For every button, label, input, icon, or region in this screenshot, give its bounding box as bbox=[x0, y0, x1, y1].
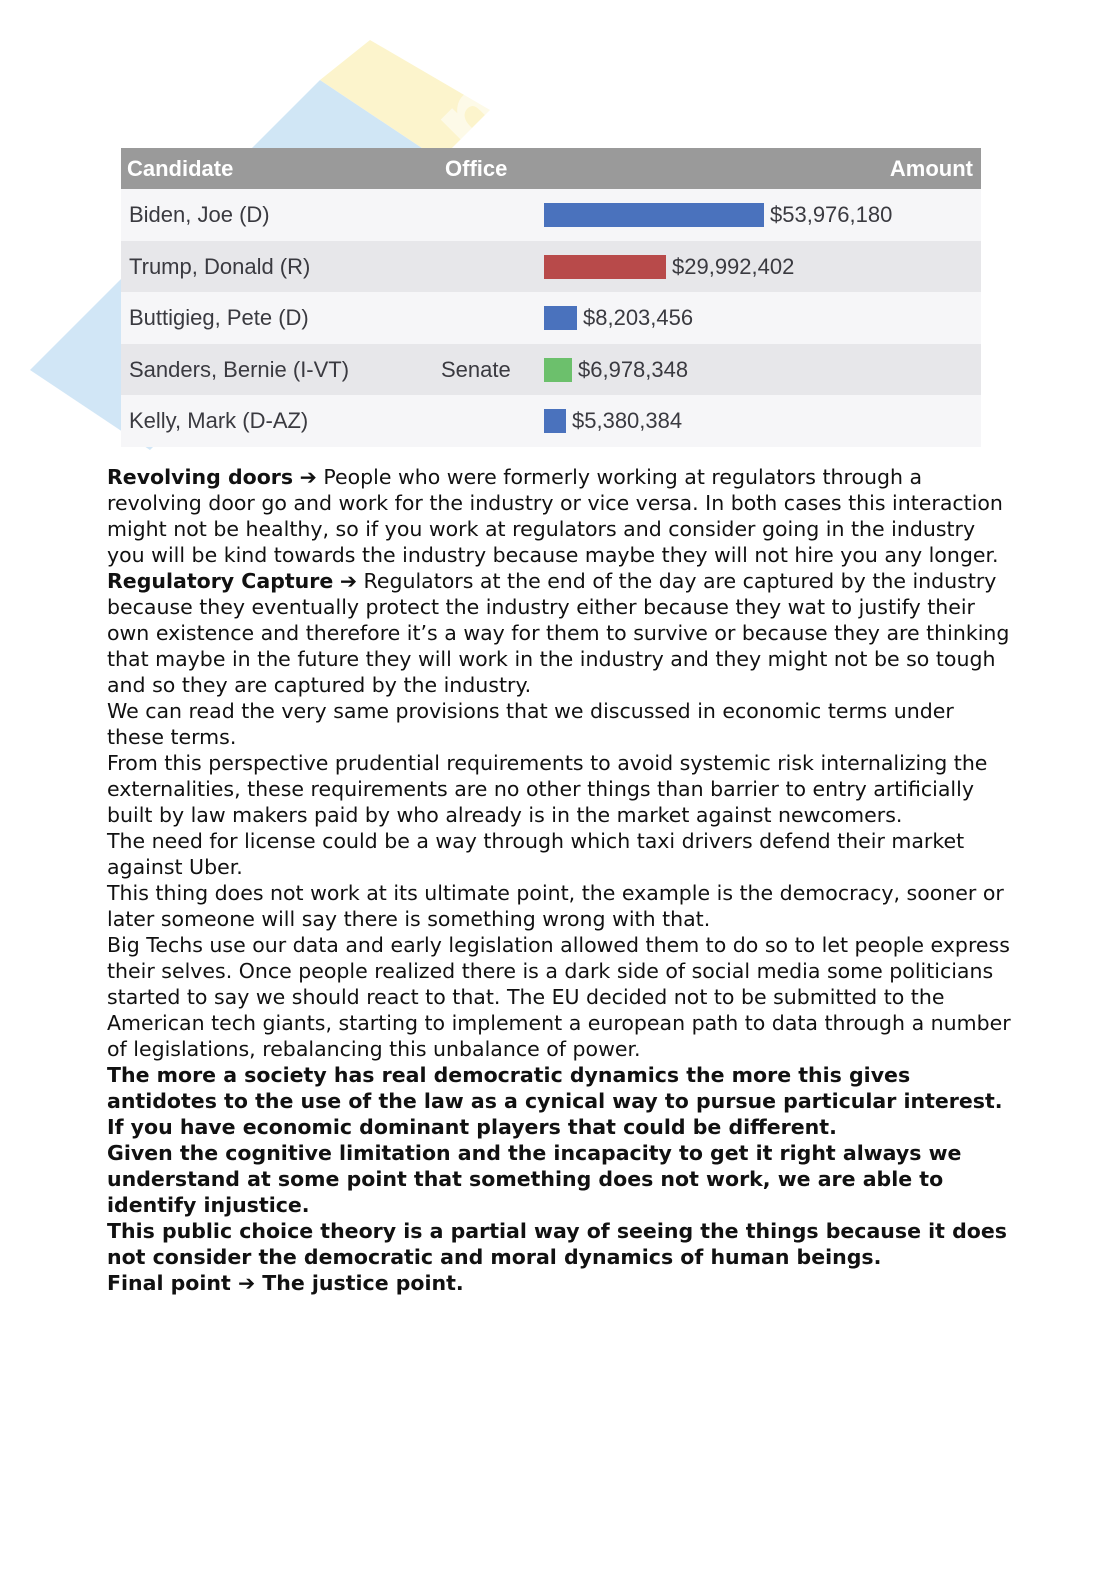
amount-bar bbox=[544, 203, 764, 227]
paragraph-bold: This public choice theory is a partial way of seeing the things because it does not consider the democratic and moral dynamics of human beings. bbox=[107, 1219, 1007, 1269]
term-revolving-doors: Revolving doors bbox=[107, 465, 294, 489]
candidate-name: Kelly, Mark (D-AZ) bbox=[129, 408, 309, 434]
candidate-table bbox=[121, 148, 981, 447]
amount-value: $5,380,384 bbox=[572, 408, 683, 434]
candidate-name: Sanders, Bernie (I-VT) bbox=[129, 356, 350, 382]
paragraph: This thing does not work at its ultimate point, the example is the democracy, sooner or later someone will say there is something wrong with that. bbox=[107, 881, 1004, 931]
paragraph-bold: The more a society has real democratic dynamics the more this gives antidotes to the use of the law as a cynical way to pursue particular interest. bbox=[107, 1063, 1003, 1113]
term-final-point: Final point bbox=[107, 1271, 231, 1295]
amount-cell bbox=[544, 306, 693, 330]
amount-value: $53,976,180 bbox=[770, 202, 893, 227]
paragraph: We can read the very same provisions that we discussed in economic terms under these terms. bbox=[107, 699, 954, 749]
table-row bbox=[121, 395, 981, 447]
amount-value: $29,992,402 bbox=[672, 253, 795, 279]
paragraph-bold: Given the cognitive limitation and the incapacity to get it right always we understand at some point that something does not work, we are able to identify injustice. bbox=[107, 1141, 962, 1217]
candidate-office: Senate bbox=[441, 356, 511, 382]
paragraph-text: The justice point. bbox=[255, 1271, 464, 1295]
paragraph: Big Techs use our data and early legislation allowed them to do so to let people express their selves. Once people realized there is a dark side of social media some politicians started to say we should react to that. The EU decided not to be submitted to the American tech giants, starting to implement a european path to data through a number of legislations, rebalancing this unbalance of power. bbox=[107, 933, 1011, 1061]
paragraph-text: People who were formerly working at regulators through a revolving door go and work for the industry or vice versa. In both cases this interaction might not be healthy, so if you work at regulators and consider going in the industry you will be kind towards the industry because maybe they will not hire you any longer. bbox=[107, 465, 1003, 567]
table-row bbox=[121, 344, 981, 396]
amount-cell bbox=[544, 203, 892, 227]
table-row bbox=[121, 189, 981, 241]
amount-value: $6,978,348 bbox=[578, 356, 689, 382]
arrow-icon: ➔ bbox=[237, 1271, 256, 1295]
candidate-name: Biden, Joe (D) bbox=[129, 202, 270, 227]
header-office: Office bbox=[445, 156, 508, 181]
paragraph-bold: If you have economic dominant players that could be different. bbox=[107, 1115, 837, 1139]
paragraph-final-point bbox=[107, 1270, 1012, 1296]
table-header bbox=[121, 148, 981, 189]
amount-cell bbox=[544, 255, 794, 279]
candidate-name: Buttigieg, Pete (D) bbox=[129, 305, 309, 331]
arrow-icon: ➔ bbox=[339, 569, 357, 593]
paragraph-regulatory-capture bbox=[107, 568, 1012, 698]
amount-bar bbox=[544, 306, 577, 330]
notes-body bbox=[107, 464, 1012, 1296]
paragraph: The need for license could be a way through which taxi drivers defend their market against Uber. bbox=[107, 829, 965, 879]
arrow-icon: ➔ bbox=[299, 465, 317, 489]
amount-cell bbox=[544, 358, 688, 382]
header-amount: Amount bbox=[889, 156, 973, 181]
term-regulatory-capture: Regulatory Capture bbox=[107, 569, 334, 593]
paragraph-revolving-doors bbox=[107, 464, 1012, 568]
amount-bar bbox=[544, 255, 666, 279]
amount-value: $8,203,456 bbox=[583, 305, 694, 331]
candidate-name: Trump, Donald (R) bbox=[129, 253, 311, 279]
amount-bar bbox=[544, 409, 566, 433]
paragraph: From this perspective prudential requirements to avoid systemic risk internalizing the externalities, these requirements are no other things than barrier to entry artificially built by law makers paid by who already is in the market against newcomers. bbox=[107, 751, 988, 827]
amount-bar bbox=[544, 358, 572, 382]
paragraph-text: Regulators at the end of the day are captured by the industry because they eventually protect the industry either because they wat to justify their own existence and therefore it’s a way for them to survive or because they are thinking that maybe in the future they will work in the industry and they might not be so tough and so they are captured by the industry. bbox=[107, 569, 1010, 697]
table-row bbox=[121, 292, 981, 344]
header-candidate: Candidate bbox=[127, 156, 234, 181]
table-row bbox=[121, 241, 981, 293]
amount-cell bbox=[544, 409, 682, 433]
